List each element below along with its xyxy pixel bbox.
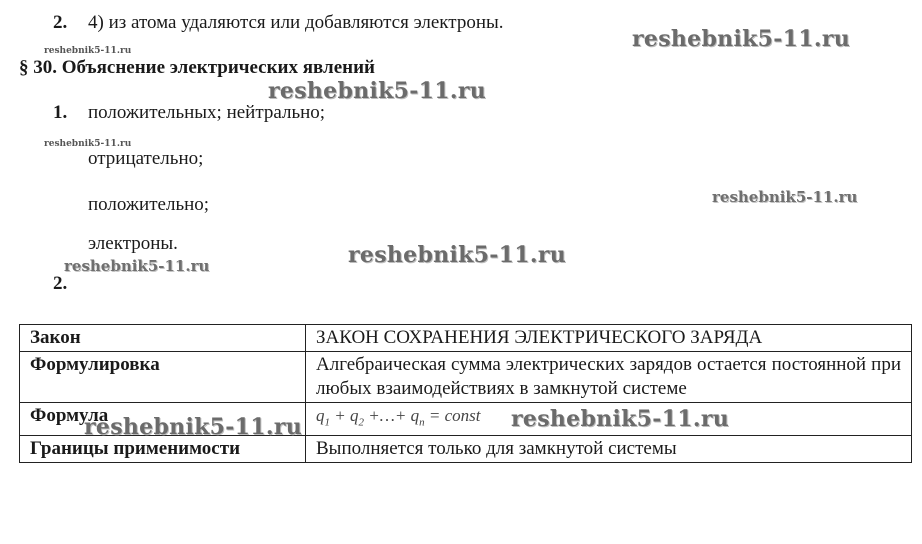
watermark: reshebnik5-11.ru [712, 188, 858, 206]
answer-line: электроны. [88, 233, 178, 254]
table-value-cell: Алгебраическая сумма электрических зарядов остается постоянной при любых взаимодействиях в замкнутой системе [306, 352, 912, 403]
law-table [19, 324, 912, 463]
watermark: reshebnik5-11.ru [44, 46, 132, 56]
section-title: § 30. Объяснение электрических явлений [19, 57, 375, 78]
watermark: reshebnik5-11.ru [84, 414, 303, 440]
table-key-cell: Закон [20, 325, 306, 352]
watermark: reshebnik5-11.ru [64, 257, 210, 275]
answer-number-2: 2. [53, 273, 68, 294]
watermark: reshebnik5-11.ru [511, 406, 730, 432]
answer-line: положительных; нейтрально; [88, 102, 326, 123]
watermark: reshebnik5-11.ru [268, 78, 487, 104]
watermark: reshebnik5-11.ru [632, 26, 851, 52]
watermark: reshebnik5-11.ru [44, 139, 132, 149]
formula: $q_1 + q_2$ +…+ $q_n$ = const [316, 406, 481, 429]
table-row [20, 325, 912, 352]
item-text: 4) из атома удаляются или добавляются электроны. [88, 12, 504, 33]
answer-line: положительно; [88, 194, 210, 215]
table-key-cell: Формула [20, 403, 306, 436]
table-value-cell: Выполняется только для замкнутой системы [306, 436, 912, 463]
table-key-cell: Формулировка [20, 352, 306, 403]
table-key-cell: Границы применимости [20, 436, 306, 463]
watermark: reshebnik5-11.ru [348, 242, 567, 268]
table-row [20, 352, 912, 403]
item-number: 2. [53, 12, 68, 33]
answer-line: отрицательно; [88, 148, 204, 169]
answer-number-1: 1. [53, 102, 68, 123]
table-value-cell: ЗАКОН СОХРАНЕНИЯ ЭЛЕКТРИЧЕСКОГО ЗАРЯДА [306, 325, 912, 352]
